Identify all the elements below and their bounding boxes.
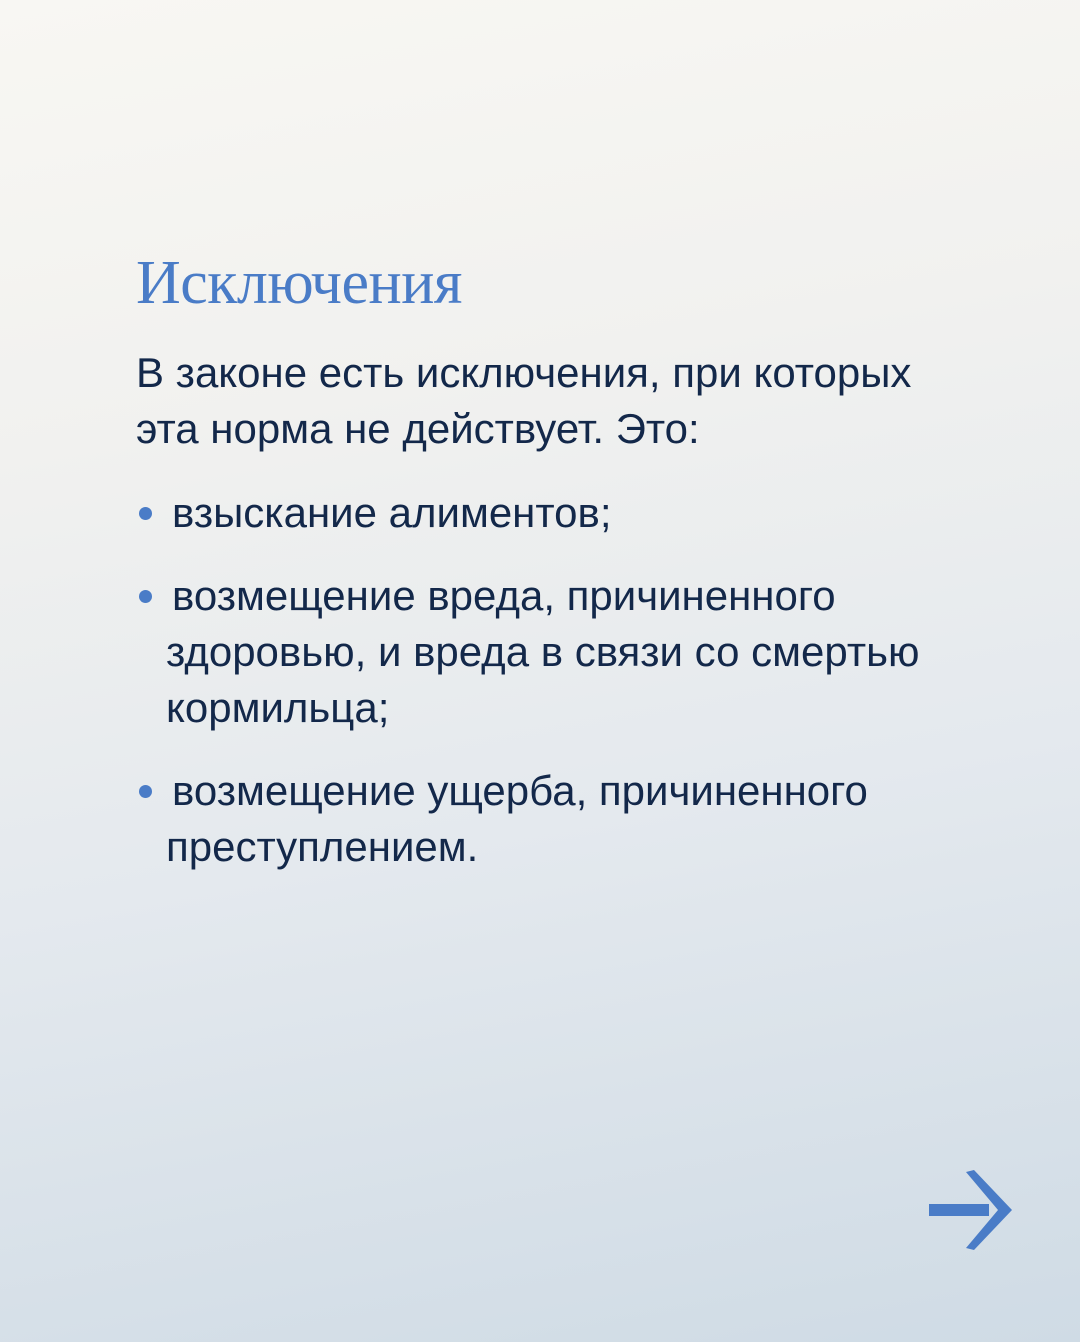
bullet-icon bbox=[139, 507, 152, 520]
list-item: возмещение вреда, причиненного bbox=[172, 572, 836, 619]
bullet-icon bbox=[139, 590, 152, 603]
bullet-icon bbox=[139, 785, 152, 798]
intro-line: В законе есть исключения, при которых bbox=[136, 349, 912, 396]
list-item-cont: здоровью, и вреда в связи со смертью bbox=[166, 628, 920, 675]
intro-line: эта норма не действует. Это: bbox=[136, 405, 700, 452]
list-item-cont: кормильца; bbox=[166, 684, 390, 731]
page-title: Исключения bbox=[136, 249, 462, 317]
list-item: взыскание алиментов; bbox=[172, 489, 612, 536]
arrow-right-icon[interactable] bbox=[928, 1170, 1014, 1250]
list-item-cont: преступлением. bbox=[166, 823, 479, 870]
list-item: возмещение ущерба, причиненного bbox=[172, 767, 868, 814]
